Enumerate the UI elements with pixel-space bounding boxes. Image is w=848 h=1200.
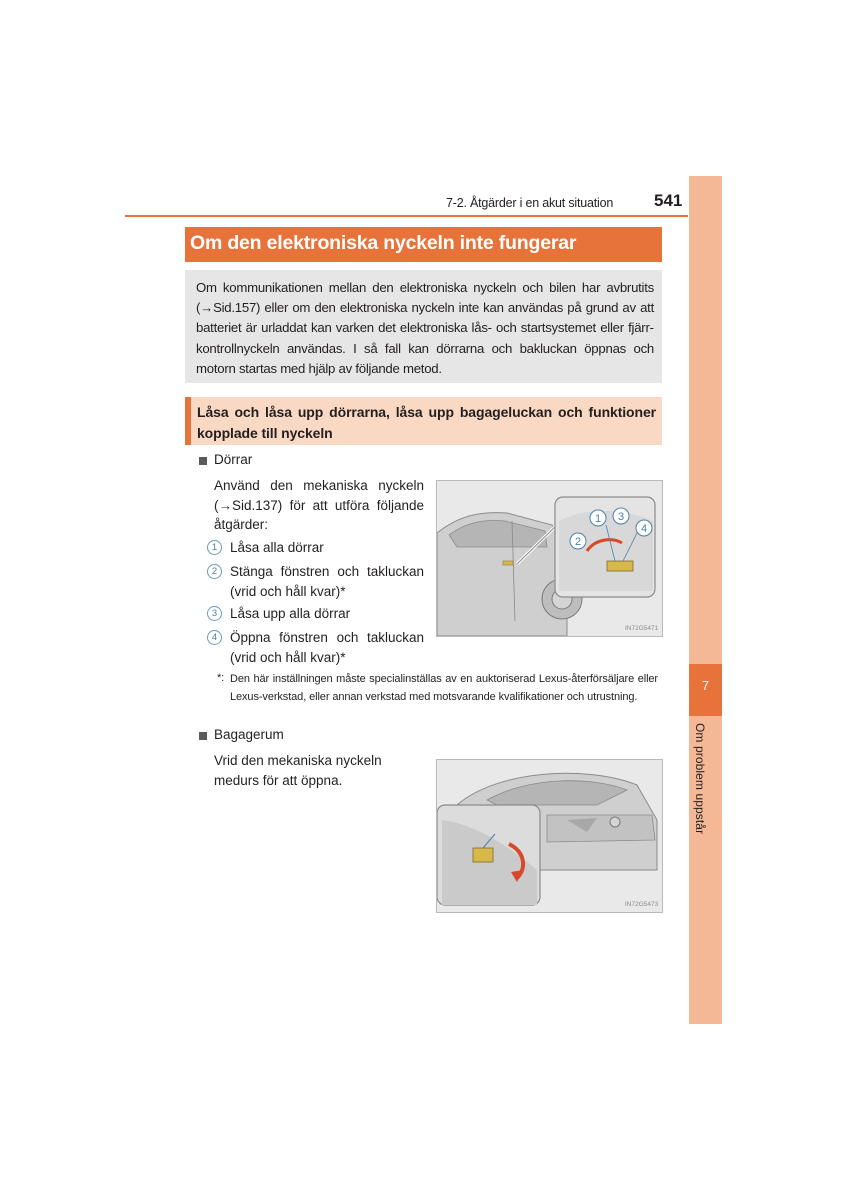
figure-code: IN72G5473 [625, 901, 659, 908]
step-3-number: 3 [207, 606, 222, 621]
header-divider [125, 215, 688, 217]
figure-callout-4: 4 [640, 523, 648, 535]
car-trunk-drawing [437, 760, 662, 912]
doors-instruction: Använd den mekaniska nyckeln (→Sid.137) för att utföra följande åtgärder: [214, 478, 424, 532]
trunk-key-illustration [436, 759, 663, 913]
footnote-text: Den här inställningen måste specialinställas av en auktoriserad Lexus-återförsäljare eller Lexus-verkstad, eller annan verkstad med motsvarande kvalifikationer och utrustning. [230, 673, 658, 703]
chapter-side-tab [689, 176, 722, 1024]
bullet-square-icon [199, 457, 207, 465]
figure-code: IN72G5471 [625, 625, 659, 632]
step-4-number: 4 [207, 630, 222, 645]
trunk-label: Bagagerum [214, 727, 284, 742]
step-2-number: 2 [207, 564, 222, 579]
step-4-text: Öppna fönstren och takluckan (vrid och håll kvar)* [230, 630, 424, 665]
doors-label: Dörrar [214, 452, 253, 467]
footnote-mark: *: [217, 672, 225, 684]
subheading-accent [185, 397, 191, 445]
section-title: 7-2. Åtgärder i en akut situation [446, 196, 614, 210]
step-1-number: 1 [207, 540, 222, 555]
figure-callout-2: 2 [574, 536, 582, 548]
intro-text: Om kommunikationen mellan den elektroniska nyckeln och bilen har avbrutits (→Sid.157) eller om den elektroniska nyckeln inte kan användas på grund av att batteriet är urladdat kan varken det elektroniska lås- och startsystemet eller fjärrkontrollnyckeln användas. I så fall kan dörrarna och bakluckan öppnas och motorn startas med hjälp av följande metod. [196, 280, 654, 376]
trunk-instruction: Vrid den mekaniska nyckeln medurs för att öppna. [214, 753, 382, 788]
step-2-text: Stänga fönstren och takluckan (vrid och håll kvar)* [230, 564, 424, 599]
car-door-drawing [437, 481, 662, 636]
step-3-text: Låsa upp alla dörrar [230, 606, 351, 621]
chapter-number: 7 [701, 678, 710, 693]
page-title: Om den elektroniska nyckeln inte fungerar [190, 232, 577, 254]
figure-callout-3: 3 [617, 511, 625, 523]
figure-callout-1: 1 [594, 513, 602, 525]
door-key-illustration [436, 480, 663, 637]
bullet-square-icon [199, 732, 207, 740]
chapter-title-vertical: Om problem uppstår [693, 723, 707, 835]
step-1-text: Låsa alla dörrar [230, 540, 324, 555]
subheading: Låsa och låsa upp dörrarna, låsa upp bagageluckan och funktioner kopplade till nyckeln [197, 404, 656, 441]
page-number: 541 [654, 191, 683, 210]
